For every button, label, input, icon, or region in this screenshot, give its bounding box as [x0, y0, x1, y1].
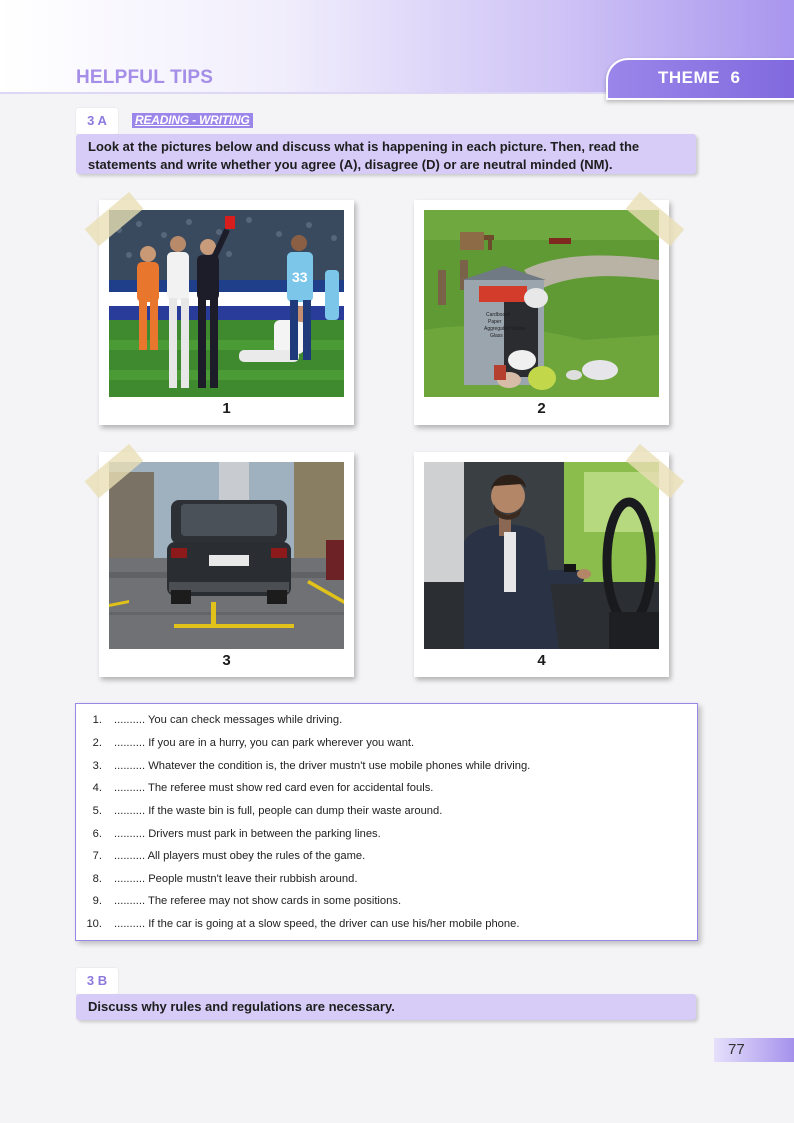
section-title: HELPFUL TIPS: [76, 67, 214, 88]
skill-label: READING - WRITING: [132, 113, 253, 128]
statement-text: .......... People mustn't leave their rubbish around.: [114, 873, 358, 885]
svg-text:33: 33: [292, 269, 308, 285]
statement-text: .......... If the waste bin is full, people can dump their waste around.: [114, 805, 443, 817]
theme-number: 6: [730, 68, 741, 87]
statements-box: [75, 703, 698, 941]
svg-text:Paper: Paper: [488, 319, 502, 325]
statement-number: 1.: [92, 714, 102, 726]
statement-text: .......... All players must obey the rules of the game.: [114, 850, 366, 862]
overflowing-bin-photo: [424, 210, 659, 397]
statement-text: .......... The referee may not show cards in some positions.: [114, 895, 402, 907]
statement-text: .......... Whatever the condition is, the driver mustn't use mobile phones while driving.: [114, 760, 531, 772]
exercise-3b-badge: 3 B: [76, 968, 118, 994]
svg-text:Glass: Glass: [490, 333, 503, 339]
statement-number: 6.: [92, 828, 102, 840]
statement-text: .......... The referee must show red card even for accidental fouls.: [114, 782, 434, 794]
exercise-3b-instruction: Discuss why rules and regulations are necessary.: [76, 994, 696, 1020]
picture-number-4: 4: [537, 652, 546, 669]
exercise-3a-badge: 3 A: [76, 108, 118, 134]
page-number: 77: [714, 1038, 794, 1062]
picture-card-2: [414, 200, 669, 425]
picture-card-4: [414, 452, 669, 677]
statement-number: 5.: [92, 805, 102, 817]
picture-card-3: [99, 452, 354, 677]
picture-card-1: [99, 200, 354, 425]
statement-number: 2.: [92, 737, 102, 749]
statement-number: 3.: [92, 760, 102, 772]
statement-text: .......... If you are in a hurry, you can park wherever you want.: [114, 737, 415, 749]
statement-number: 9.: [92, 895, 102, 907]
picture-number-1: 1: [222, 400, 231, 417]
statement-number: 4.: [92, 782, 102, 794]
football-red-card-photo: [109, 210, 344, 397]
bad-parking-photo: [109, 462, 344, 649]
theme-word: THEME: [658, 68, 720, 87]
theme-label: [658, 68, 740, 88]
statement-text: .......... You can check messages while driving.: [114, 714, 343, 726]
picture-number-2: 2: [537, 400, 546, 417]
exercise-3a-instruction: Look at the pictures below and discuss what is happening in each picture. Then, read the statements and write whether you agree (A), disagree (D) or are neutral minded (NM).: [76, 134, 696, 174]
statement-text: .......... Drivers must park in between the parking lines.: [114, 828, 381, 840]
statement-number: 8.: [92, 873, 102, 885]
statement-text: .......... If the car is going at a slow speed, the driver can use his/her mobile phone.: [114, 918, 520, 930]
statement-number: 10.: [86, 918, 102, 930]
statement-number: 7.: [92, 850, 102, 862]
theme-tab: [606, 58, 794, 100]
driver-phone-photo: [424, 462, 659, 649]
picture-number-3: 3: [222, 652, 231, 669]
svg-text:Cardboard: Cardboard: [486, 312, 510, 318]
svg-text:Aggregated Waste: Aggregated Waste: [484, 326, 526, 332]
